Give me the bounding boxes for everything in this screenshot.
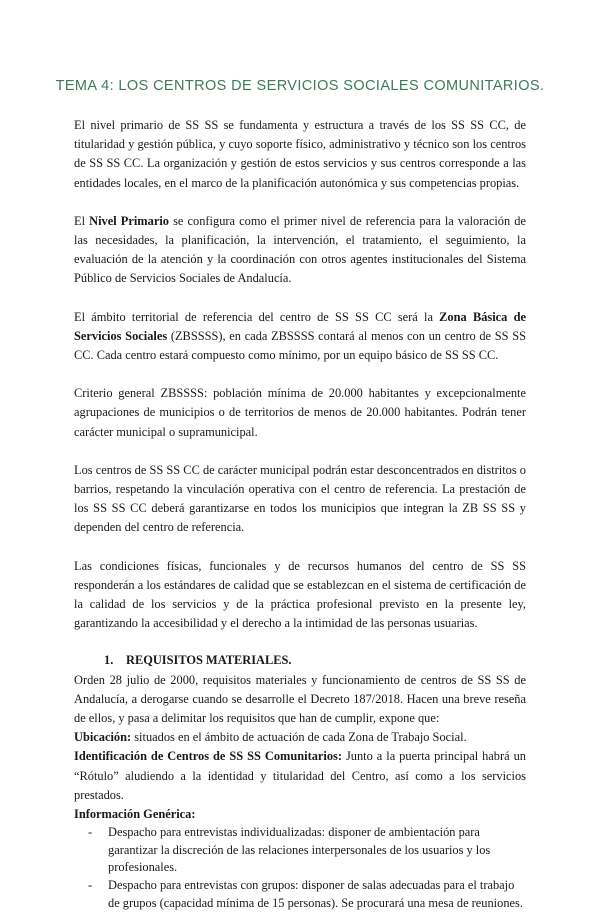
paragraph-text: El ámbito territorial de referencia del centro de SS SS CC será la: [74, 309, 440, 324]
bullet-list: [74, 824, 526, 912]
paragraph-text: El: [74, 213, 90, 228]
requirement-label: Información Genérica:: [74, 807, 196, 822]
paragraph-text: (ZBSSSS), en cada ZBSSSS contará al menos con un centro de SS SS CC. Cada centro estará compuesto como mínimo, por un equipo básico de SS SS CC.: [74, 328, 526, 363]
document-body: [74, 116, 526, 912]
paragraph-nivel-primario-intro: El nivel primario de SS SS se fundamenta y estructura a través de los SS SS CC, de titularidad y gestión pública, y cuyo soporte físico, administrativo y técnico son los centros de SS SS CC. La organización y gestión de estos servicios y sus centros corresponde a las entidades locales, en el marco de la planificación autonómica y sus competencias propias.: [74, 118, 526, 190]
paragraph-zona-basica: [74, 308, 526, 366]
paragraph-text: se configura como el primer nivel de referencia para la valoración de las necesidades, la planificación, la intervención, el tratamiento, el seguimiento, la evaluación de la atención y la coordinación con otros agentes institucionales del Sistema Público de Servicios Sociales de Andalucía.: [74, 213, 527, 286]
section-heading: [104, 651, 526, 670]
section-number: 1.: [104, 653, 114, 668]
list-item-text: Despacho para entrevistas con grupos: disponer de salas adecuadas para el trabajo de grupos (capacidad mínima de 15 personas). Se procurará una mesa de reuniones.: [108, 878, 523, 910]
list-item: [74, 824, 526, 877]
requirement-informacion-generica: [74, 805, 526, 824]
paragraph-centros-municipales: Los centros de SS SS CC de carácter municipal podrán estar desconcentrados en distritos o barrios, respetando la vinculación operativa con el centro de referencia. La prestación de los SS SS CC deberá garantizarse en todos los municipios que integran la ZB SS SS y dependen del centro de referencia.: [74, 462, 526, 535]
bold-term-zona-basica: Zona Básica de Servicios Sociales: [74, 309, 526, 343]
paragraph-nivel-primario: [74, 212, 526, 289]
bullet-dash: -: [88, 825, 93, 840]
requirement-label: Ubicación:: [74, 730, 132, 745]
paragraph-criterio-general: Criterio general ZBSSSS: población mínima de 20.000 habitantes y excepcionalmente agrupaciones de municipios o de territorios de menos de 20.000 habitantes. Podrán tener carácter municipal o supramunicipal.: [74, 386, 526, 439]
list-item: [74, 877, 526, 912]
requirement-text: situados en el ámbito de actuación de cada Zona de Trabajo Social.: [131, 730, 467, 745]
section-heading-text: REQUISITOS MATERIALES.: [126, 653, 292, 668]
bold-term-nivel-primario: Nivel Primario: [89, 213, 169, 228]
section-intro: Orden 28 julio de 2000, requisitos materiales y funcionamiento de centros de SS SS de Andalucía, a derogarse cuando se desarrolle el Decreto 187/2018. Hacen una breve reseña de ellos, y pasa a delimitar los requisitos que han de cumplir, expone que:: [74, 672, 526, 726]
paragraph-condiciones-fisicas: Las condiciones físicas, funcionales y de recursos humanos del centro de SS SS responderán a los estándares de calidad que se establezcan en el sistema de certificación de la calidad de los servicios y de la práctica profesional previsto en la presente ley, garantizando la accesibilidad y el derecho a la intimidad de las personas usuarias.: [74, 558, 526, 631]
list-item-text: Despacho para entrevistas individualizadas: disponer de ambientación para garantizar la discreción de las relaciones interpersonales de los usuarios y los profesionales.: [108, 825, 491, 875]
requirement-label: Identificación de Centros de SS SS Comunitarios:: [74, 749, 342, 764]
requirement-text: Junto a la puerta principal habrá un “Rótulo” aludiendo a la identidad y titularidad del Centro, así como a los servicios prestados.: [74, 749, 526, 802]
requirement-ubicacion: [74, 728, 526, 747]
requirement-identificacion: [74, 747, 526, 805]
bullet-dash: -: [88, 878, 93, 893]
page-title: TEMA 4: LOS CENTROS DE SERVICIOS SOCIALES COMUNITARIOS.: [55, 78, 545, 94]
